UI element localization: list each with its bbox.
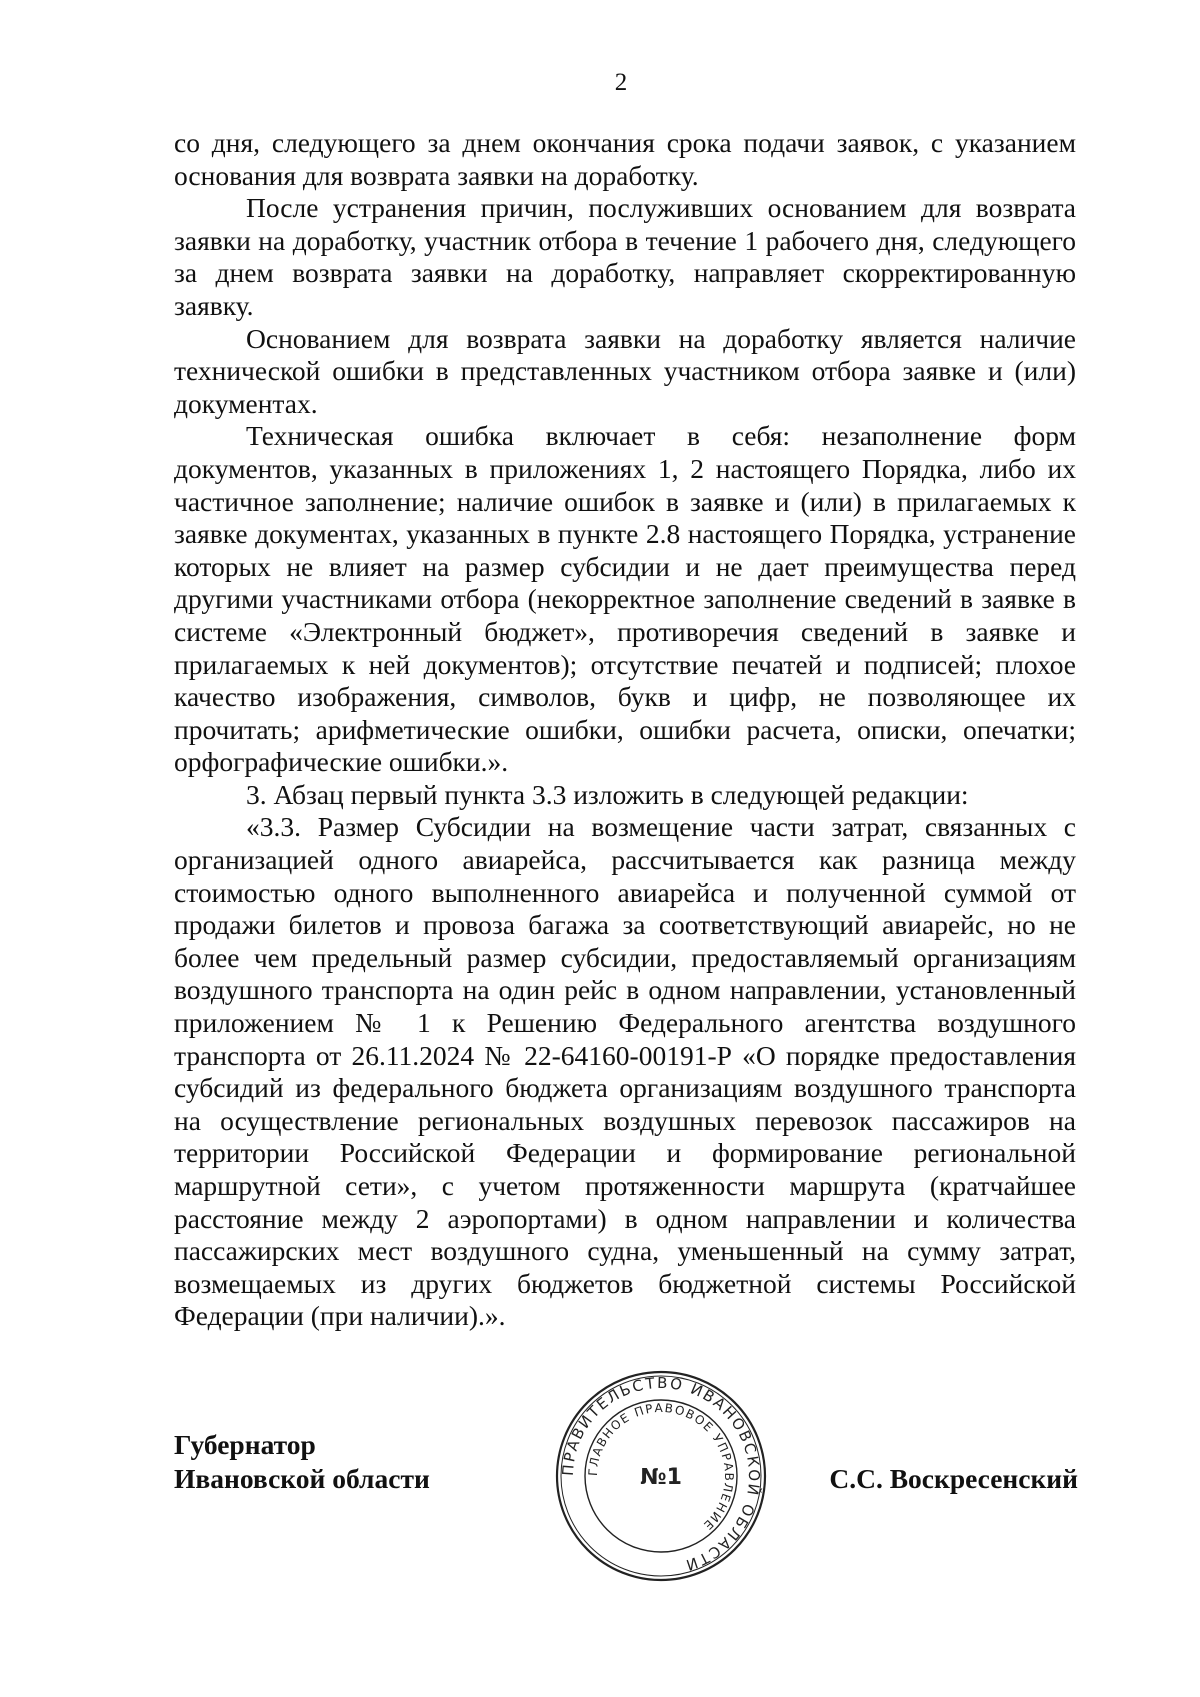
paragraph-technical-error: Техническая ошибка включает в себя: незаполнение форм документов, указанных в приложениях 1, 2 настоящего Порядка, либо их частичное заполнение; наличие ошибок в заявке и (или) в прилагаемых к заявке документах, указанных в пункте 2.8 настоящего Порядка, устранение которых не влияет на размер субсидии и не дает преимущества перед другими участниками отбора (некорректное заполнение сведений в заявке в системе «Электронный бюджет», противоречия сведений в заявке и прилагаемых к ней документов); отсутствие печатей и подписей; плохое качество изображения, символов, букв и цифр, не позволяющее их прочитать; арифметические ошибки, ошибки расчета, описки, опечатки; орфографические ошибки.». bbox=[174, 420, 1076, 778]
paragraph-return-grounds: Основанием для возврата заявки на доработку является наличие технической ошибки в представленных участником отбора заявке и (или) документах. bbox=[174, 322, 1076, 419]
paragraph-resubmission: После устранения причин, послуживших основанием для возврата заявки на доработку, участник отбора в течение 1 рабочего дня, следующего за днем возврата заявки на доработку, направляет скорректированную заявку. bbox=[174, 192, 1076, 321]
paragraph-continuation: со дня, следующего за днем окончания срока подачи заявок, с указанием основания для возврата заявки на доработку. bbox=[174, 127, 1076, 191]
document-body bbox=[174, 127, 1076, 1333]
seal-center-number: №1 bbox=[640, 1465, 682, 1490]
signatory-position-line2: Ивановской области bbox=[174, 1463, 430, 1494]
paragraph-amendment-item-3: 3. Абзац первый пункта 3.3 изложить в следующей редакции: bbox=[246, 778, 969, 810]
seal-inner-text: ГЛАВНОЕ ПРАВОВОЕ УПРАВЛЕНИЕ bbox=[585, 1400, 737, 1534]
signatory-position bbox=[174, 1428, 430, 1496]
signatory-position-line1: Губернатор bbox=[174, 1429, 316, 1460]
signatory-name: С.С. Воскресенский bbox=[829, 1463, 1078, 1494]
page-number: 2 bbox=[614, 69, 628, 96]
seal-ring-text: ПРАВИТЕЛЬСТВО ИВАНОВСКОЙ ОБЛАСТИ bbox=[558, 1373, 764, 1575]
paragraph-subsidy-size: «3.3. Размер Субсидии на возмещение части затрат, связанных с организацией одного авиарейса, рассчитывается как разница между стоимостью одного выполненного авиарейса и полученной суммой от продажи билетов и провоза багажа за соответствующий авиарейс, но не более чем предельный размер субсидии, предоставляемый организациям воздушного транспорта на один рейс в одном направлении, установленный приложением № 1 к Решению Федерального агентства воздушного транспорта от 26.11.2024 № 22-64160-00191-Р «О порядке предоставления субсидий из федерального бюджета организациям воздушного транспорта на осуществление региональных воздушных перевозок пассажиров на территории Российской Федерации и формирование региональной маршрутной сети», с учетом протяженности маршрута (кратчайшее расстояние между 2 аэропортами) в одном направлении и количества пассажирских мест воздушного судна, уменьшенный на сумму затрат, возмещаемых из других бюджетов бюджетной системы Российской Федерации (при наличии).». bbox=[174, 811, 1076, 1332]
official-seal bbox=[553, 1368, 769, 1584]
